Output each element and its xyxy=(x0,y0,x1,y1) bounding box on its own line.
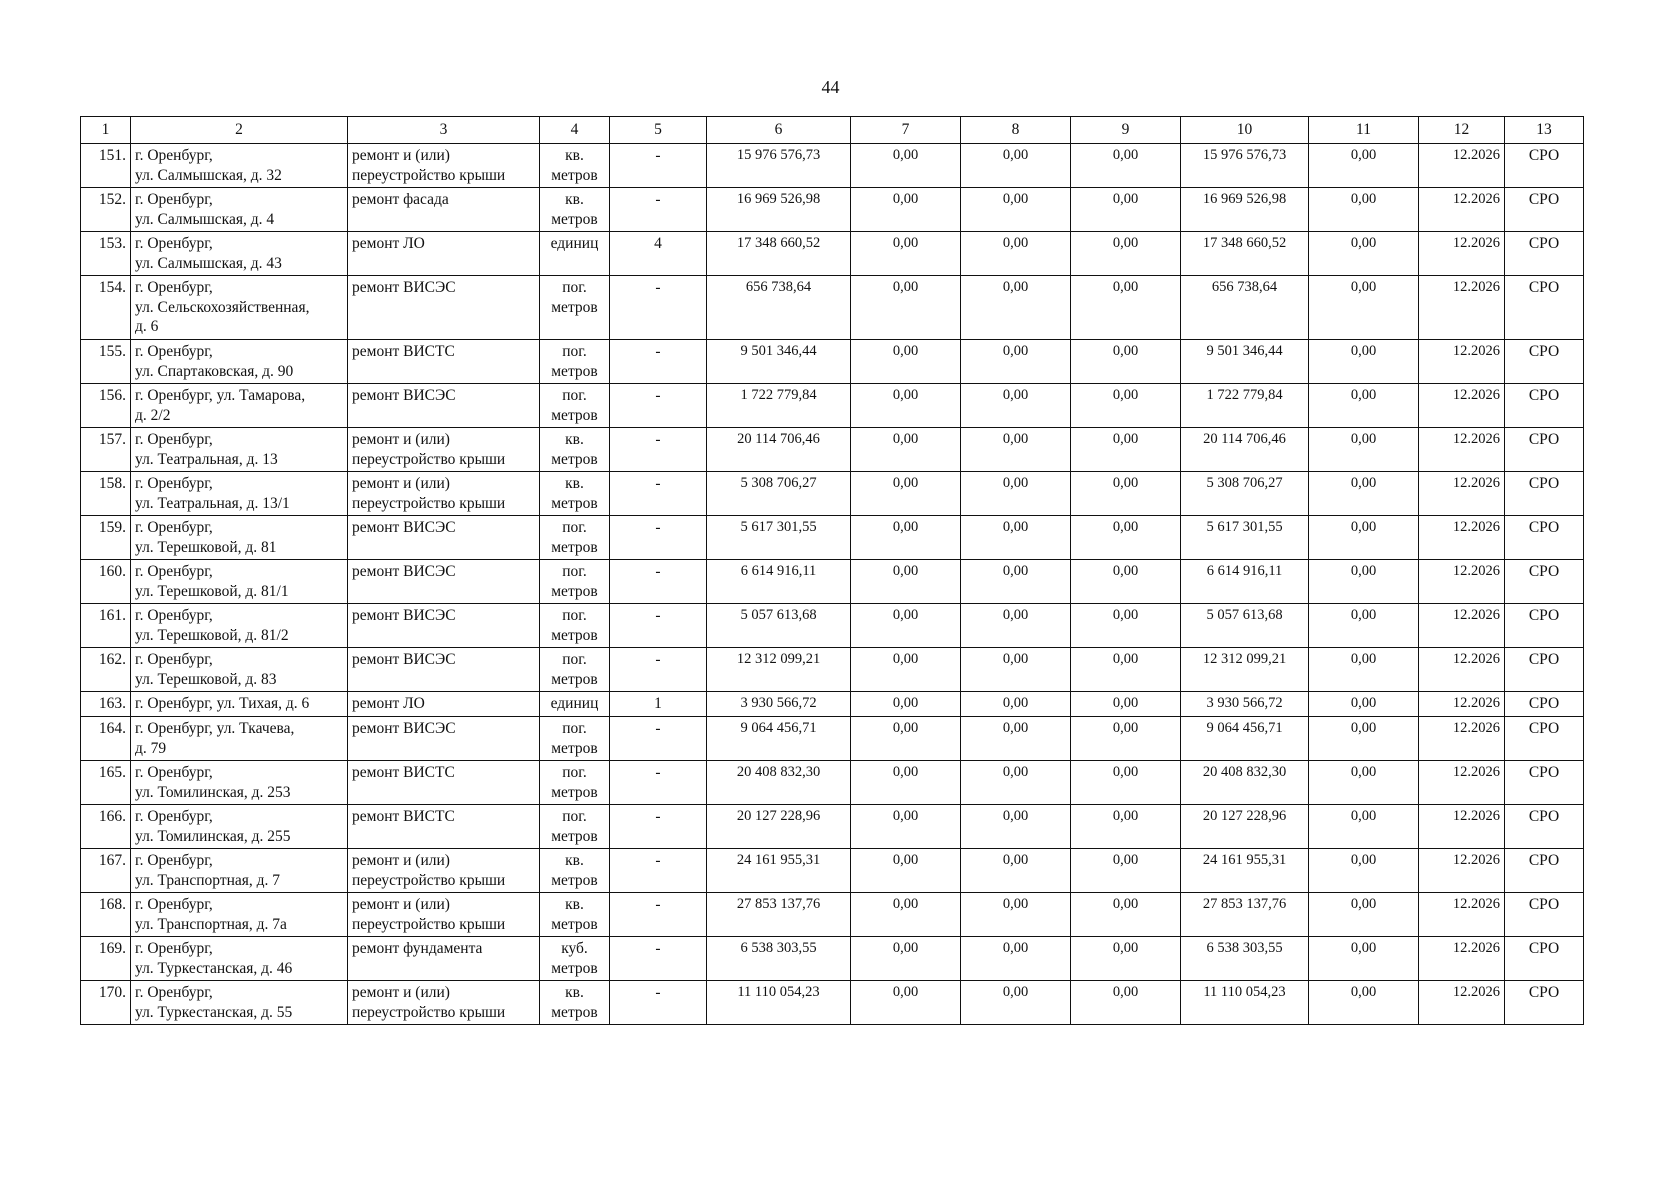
cost-cell: 0,00 xyxy=(1309,805,1419,849)
table-row xyxy=(81,761,1584,805)
deadline-cell: 12.2026 xyxy=(1419,648,1505,692)
total-cost-cell: 16 969 526,98 xyxy=(707,188,851,232)
source-cell: СРО xyxy=(1505,188,1584,232)
table-row xyxy=(81,805,1584,849)
address-cell: г. Оренбург, ул. Спартаковская, д. 90 xyxy=(131,340,348,384)
fund-cost-cell: 6 538 303,55 xyxy=(1181,937,1309,981)
cost-cell: 0,00 xyxy=(851,188,961,232)
deadline-cell: 12.2026 xyxy=(1419,849,1505,893)
source-cell: СРО xyxy=(1505,340,1584,384)
cost-cell: 0,00 xyxy=(851,805,961,849)
cost-cell: 0,00 xyxy=(961,560,1071,604)
cost-cell: 0,00 xyxy=(1071,761,1181,805)
cost-cell: 0,00 xyxy=(851,560,961,604)
deadline-cell: 12.2026 xyxy=(1419,340,1505,384)
cost-cell: 0,00 xyxy=(961,604,1071,648)
cost-cell: 0,00 xyxy=(1309,144,1419,188)
row-number-cell: 155. xyxy=(81,340,131,384)
cost-cell: 0,00 xyxy=(1071,937,1181,981)
cost-cell: 0,00 xyxy=(1071,188,1181,232)
total-cost-cell: 20 114 706,46 xyxy=(707,428,851,472)
cost-cell: 0,00 xyxy=(1071,692,1181,717)
cost-cell: 0,00 xyxy=(961,340,1071,384)
row-number-cell: 164. xyxy=(81,717,131,761)
address-cell: г. Оренбург, ул. Транспортная, д. 7 xyxy=(131,849,348,893)
work-type-cell: ремонт и (или) переустройство крыши xyxy=(348,849,540,893)
unit-cell: куб. метров xyxy=(540,937,610,981)
work-type-cell: ремонт ВИСЭС xyxy=(348,384,540,428)
deadline-cell: 12.2026 xyxy=(1419,604,1505,648)
cost-cell: 0,00 xyxy=(851,232,961,276)
source-cell: СРО xyxy=(1505,560,1584,604)
fund-cost-cell: 5 057 613,68 xyxy=(1181,604,1309,648)
cost-cell: 0,00 xyxy=(1309,648,1419,692)
quantity-cell: - xyxy=(610,188,707,232)
cost-cell: 0,00 xyxy=(851,692,961,717)
fund-cost-cell: 5 308 706,27 xyxy=(1181,472,1309,516)
unit-cell: кв. метров xyxy=(540,893,610,937)
table-row xyxy=(81,717,1584,761)
cost-cell: 0,00 xyxy=(961,648,1071,692)
unit-cell: кв. метров xyxy=(540,981,610,1025)
work-type-cell: ремонт и (или) переустройство крыши xyxy=(348,144,540,188)
source-cell: СРО xyxy=(1505,472,1584,516)
row-number-cell: 170. xyxy=(81,981,131,1025)
row-number-cell: 162. xyxy=(81,648,131,692)
unit-cell: единиц xyxy=(540,692,610,717)
total-cost-cell: 6 538 303,55 xyxy=(707,937,851,981)
cost-cell: 0,00 xyxy=(961,472,1071,516)
source-cell: СРО xyxy=(1505,144,1584,188)
deadline-cell: 12.2026 xyxy=(1419,188,1505,232)
column-header: 9 xyxy=(1071,117,1181,144)
column-header: 6 xyxy=(707,117,851,144)
total-cost-cell: 5 057 613,68 xyxy=(707,604,851,648)
fund-cost-cell: 24 161 955,31 xyxy=(1181,849,1309,893)
work-type-cell: ремонт и (или) переустройство крыши xyxy=(348,428,540,472)
address-cell: г. Оренбург, ул. Терешковой, д. 81/1 xyxy=(131,560,348,604)
column-header: 1 xyxy=(81,117,131,144)
cost-cell: 0,00 xyxy=(1071,981,1181,1025)
table-row xyxy=(81,560,1584,604)
cost-cell: 0,00 xyxy=(961,717,1071,761)
cost-cell: 0,00 xyxy=(851,761,961,805)
total-cost-cell: 15 976 576,73 xyxy=(707,144,851,188)
quantity-cell: - xyxy=(610,428,707,472)
table-row xyxy=(81,516,1584,560)
cost-cell: 0,00 xyxy=(1309,692,1419,717)
cost-cell: 0,00 xyxy=(1309,761,1419,805)
cost-cell: 0,00 xyxy=(1071,144,1181,188)
source-cell: СРО xyxy=(1505,893,1584,937)
address-cell: г. Оренбург, ул. Транспортная, д. 7а xyxy=(131,893,348,937)
work-type-cell: ремонт ВИСЭС xyxy=(348,516,540,560)
work-type-cell: ремонт и (или) переустройство крыши xyxy=(348,472,540,516)
cost-cell: 0,00 xyxy=(1071,604,1181,648)
cost-cell: 0,00 xyxy=(1309,516,1419,560)
cost-cell: 0,00 xyxy=(1309,276,1419,340)
deadline-cell: 12.2026 xyxy=(1419,805,1505,849)
quantity-cell: - xyxy=(610,604,707,648)
address-cell: г. Оренбург, ул. Тамарова, д. 2/2 xyxy=(131,384,348,428)
deadline-cell: 12.2026 xyxy=(1419,937,1505,981)
deadline-cell: 12.2026 xyxy=(1419,232,1505,276)
address-cell: г. Оренбург, ул. Томилинская, д. 255 xyxy=(131,805,348,849)
source-cell: СРО xyxy=(1505,805,1584,849)
work-type-cell: ремонт ВИСЭС xyxy=(348,560,540,604)
cost-cell: 0,00 xyxy=(851,893,961,937)
source-cell: СРО xyxy=(1505,604,1584,648)
cost-cell: 0,00 xyxy=(851,849,961,893)
cost-cell: 0,00 xyxy=(1071,805,1181,849)
unit-cell: пог. метров xyxy=(540,648,610,692)
source-cell: СРО xyxy=(1505,937,1584,981)
table-row xyxy=(81,428,1584,472)
column-header: 3 xyxy=(348,117,540,144)
quantity-cell: - xyxy=(610,560,707,604)
source-cell: СРО xyxy=(1505,232,1584,276)
row-number-cell: 165. xyxy=(81,761,131,805)
fund-cost-cell: 16 969 526,98 xyxy=(1181,188,1309,232)
cost-cell: 0,00 xyxy=(1071,516,1181,560)
quantity-cell: - xyxy=(610,276,707,340)
fund-cost-cell: 1 722 779,84 xyxy=(1181,384,1309,428)
fund-cost-cell: 11 110 054,23 xyxy=(1181,981,1309,1025)
address-cell: г. Оренбург, ул. Салмышская, д. 32 xyxy=(131,144,348,188)
unit-cell: кв. метров xyxy=(540,428,610,472)
column-header: 13 xyxy=(1505,117,1584,144)
row-number-cell: 158. xyxy=(81,472,131,516)
cost-cell: 0,00 xyxy=(961,692,1071,717)
fund-cost-cell: 20 114 706,46 xyxy=(1181,428,1309,472)
cost-cell: 0,00 xyxy=(851,717,961,761)
quantity-cell: 4 xyxy=(610,232,707,276)
cost-cell: 0,00 xyxy=(1071,340,1181,384)
deadline-cell: 12.2026 xyxy=(1419,893,1505,937)
unit-cell: кв. метров xyxy=(540,144,610,188)
quantity-cell: 1 xyxy=(610,692,707,717)
column-header: 12 xyxy=(1419,117,1505,144)
cost-cell: 0,00 xyxy=(1309,937,1419,981)
work-type-cell: ремонт ВИСЭС xyxy=(348,717,540,761)
fund-cost-cell: 9 501 346,44 xyxy=(1181,340,1309,384)
cost-cell: 0,00 xyxy=(1309,981,1419,1025)
work-type-cell: ремонт ВИСТС xyxy=(348,761,540,805)
work-type-cell: ремонт фасада xyxy=(348,188,540,232)
quantity-cell: - xyxy=(610,849,707,893)
work-type-cell: ремонт ВИСЭС xyxy=(348,648,540,692)
table-row xyxy=(81,692,1584,717)
unit-cell: пог. метров xyxy=(540,560,610,604)
fund-cost-cell: 20 127 228,96 xyxy=(1181,805,1309,849)
deadline-cell: 12.2026 xyxy=(1419,560,1505,604)
work-type-cell: ремонт ВИСЭС xyxy=(348,604,540,648)
deadline-cell: 12.2026 xyxy=(1419,717,1505,761)
row-number-cell: 154. xyxy=(81,276,131,340)
total-cost-cell: 9 501 346,44 xyxy=(707,340,851,384)
column-header: 11 xyxy=(1309,117,1419,144)
quantity-cell: - xyxy=(610,761,707,805)
cost-cell: 0,00 xyxy=(1309,232,1419,276)
work-type-cell: ремонт ЛО xyxy=(348,692,540,717)
address-cell: г. Оренбург, ул. Туркестанская, д. 55 xyxy=(131,981,348,1025)
column-header: 2 xyxy=(131,117,348,144)
cost-cell: 0,00 xyxy=(1071,428,1181,472)
total-cost-cell: 9 064 456,71 xyxy=(707,717,851,761)
quantity-cell: - xyxy=(610,648,707,692)
total-cost-cell: 17 348 660,52 xyxy=(707,232,851,276)
cost-cell: 0,00 xyxy=(961,144,1071,188)
source-cell: СРО xyxy=(1505,981,1584,1025)
cost-cell: 0,00 xyxy=(961,849,1071,893)
deadline-cell: 12.2026 xyxy=(1419,761,1505,805)
source-cell: СРО xyxy=(1505,428,1584,472)
cost-cell: 0,00 xyxy=(961,428,1071,472)
fund-cost-cell: 6 614 916,11 xyxy=(1181,560,1309,604)
cost-cell: 0,00 xyxy=(1309,384,1419,428)
column-header: 7 xyxy=(851,117,961,144)
cost-cell: 0,00 xyxy=(1071,717,1181,761)
cost-cell: 0,00 xyxy=(961,937,1071,981)
address-cell: г. Оренбург, ул. Туркестанская, д. 46 xyxy=(131,937,348,981)
column-number-row xyxy=(81,117,1584,144)
cost-cell: 0,00 xyxy=(961,981,1071,1025)
address-cell: г. Оренбург, ул. Терешковой, д. 83 xyxy=(131,648,348,692)
total-cost-cell: 656 738,64 xyxy=(707,276,851,340)
cost-cell: 0,00 xyxy=(961,276,1071,340)
column-header: 10 xyxy=(1181,117,1309,144)
table-row xyxy=(81,604,1584,648)
fund-cost-cell: 5 617 301,55 xyxy=(1181,516,1309,560)
row-number-cell: 152. xyxy=(81,188,131,232)
deadline-cell: 12.2026 xyxy=(1419,144,1505,188)
cost-cell: 0,00 xyxy=(851,604,961,648)
cost-cell: 0,00 xyxy=(1309,340,1419,384)
source-cell: СРО xyxy=(1505,648,1584,692)
work-type-cell: ремонт ВИСТС xyxy=(348,340,540,384)
table-body xyxy=(81,144,1584,1025)
cost-cell: 0,00 xyxy=(851,472,961,516)
cost-cell: 0,00 xyxy=(1071,276,1181,340)
row-number-cell: 169. xyxy=(81,937,131,981)
table-row xyxy=(81,384,1584,428)
row-number-cell: 167. xyxy=(81,849,131,893)
total-cost-cell: 3 930 566,72 xyxy=(707,692,851,717)
work-type-cell: ремонт и (или) переустройство крыши xyxy=(348,893,540,937)
cost-cell: 0,00 xyxy=(1309,428,1419,472)
column-header: 5 xyxy=(610,117,707,144)
source-cell: СРО xyxy=(1505,384,1584,428)
work-type-cell: ремонт ВИСЭС xyxy=(348,276,540,340)
work-type-cell: ремонт ВИСТС xyxy=(348,805,540,849)
cost-cell: 0,00 xyxy=(1309,893,1419,937)
table-row xyxy=(81,648,1584,692)
cost-cell: 0,00 xyxy=(961,805,1071,849)
cost-cell: 0,00 xyxy=(1309,717,1419,761)
cost-cell: 0,00 xyxy=(851,516,961,560)
row-number-cell: 156. xyxy=(81,384,131,428)
cost-cell: 0,00 xyxy=(1309,560,1419,604)
fund-cost-cell: 9 064 456,71 xyxy=(1181,717,1309,761)
fund-cost-cell: 17 348 660,52 xyxy=(1181,232,1309,276)
deadline-cell: 12.2026 xyxy=(1419,981,1505,1025)
row-number-cell: 159. xyxy=(81,516,131,560)
total-cost-cell: 5 617 301,55 xyxy=(707,516,851,560)
deadline-cell: 12.2026 xyxy=(1419,384,1505,428)
unit-cell: кв. метров xyxy=(540,472,610,516)
cost-cell: 0,00 xyxy=(851,937,961,981)
source-cell: СРО xyxy=(1505,516,1584,560)
page-number: 44 xyxy=(821,77,840,97)
cost-cell: 0,00 xyxy=(1071,849,1181,893)
cost-cell: 0,00 xyxy=(851,144,961,188)
unit-cell: пог. метров xyxy=(540,384,610,428)
fund-cost-cell: 656 738,64 xyxy=(1181,276,1309,340)
unit-cell: пог. метров xyxy=(540,516,610,560)
address-cell: г. Оренбург, ул. Терешковой, д. 81 xyxy=(131,516,348,560)
fund-cost-cell: 20 408 832,30 xyxy=(1181,761,1309,805)
unit-cell: пог. метров xyxy=(540,717,610,761)
cost-cell: 0,00 xyxy=(1309,472,1419,516)
table-row xyxy=(81,340,1584,384)
fund-cost-cell: 15 976 576,73 xyxy=(1181,144,1309,188)
table-row xyxy=(81,188,1584,232)
cost-cell: 0,00 xyxy=(851,384,961,428)
column-header: 4 xyxy=(540,117,610,144)
cost-cell: 0,00 xyxy=(851,276,961,340)
row-number-cell: 153. xyxy=(81,232,131,276)
cost-cell: 0,00 xyxy=(961,761,1071,805)
cost-cell: 0,00 xyxy=(1071,232,1181,276)
work-type-cell: ремонт и (или) переустройство крыши xyxy=(348,981,540,1025)
row-number-cell: 163. xyxy=(81,692,131,717)
cost-cell: 0,00 xyxy=(961,188,1071,232)
cost-cell: 0,00 xyxy=(1071,472,1181,516)
total-cost-cell: 27 853 137,76 xyxy=(707,893,851,937)
table-row xyxy=(81,144,1584,188)
cost-cell: 0,00 xyxy=(961,232,1071,276)
deadline-cell: 12.2026 xyxy=(1419,692,1505,717)
cost-cell: 0,00 xyxy=(851,340,961,384)
cost-cell: 0,00 xyxy=(1309,188,1419,232)
row-number-cell: 157. xyxy=(81,428,131,472)
total-cost-cell: 20 127 228,96 xyxy=(707,805,851,849)
cost-cell: 0,00 xyxy=(961,516,1071,560)
deadline-cell: 12.2026 xyxy=(1419,472,1505,516)
address-cell: г. Оренбург, ул. Сельскохозяйственная, д. 6 xyxy=(131,276,348,340)
cost-cell: 0,00 xyxy=(1309,604,1419,648)
total-cost-cell: 24 161 955,31 xyxy=(707,849,851,893)
work-type-cell: ремонт фундамента xyxy=(348,937,540,981)
row-number-cell: 160. xyxy=(81,560,131,604)
address-cell: г. Оренбург, ул. Томилинская, д. 253 xyxy=(131,761,348,805)
address-cell: г. Оренбург, ул. Театральная, д. 13 xyxy=(131,428,348,472)
cost-cell: 0,00 xyxy=(1071,384,1181,428)
quantity-cell: - xyxy=(610,893,707,937)
cost-cell: 0,00 xyxy=(1071,893,1181,937)
quantity-cell: - xyxy=(610,340,707,384)
address-cell: г. Оренбург, ул. Тихая, д. 6 xyxy=(131,692,348,717)
quantity-cell: - xyxy=(610,981,707,1025)
cost-cell: 0,00 xyxy=(851,648,961,692)
cost-cell: 0,00 xyxy=(1071,560,1181,604)
deadline-cell: 12.2026 xyxy=(1419,276,1505,340)
address-cell: г. Оренбург, ул. Салмышская, д. 43 xyxy=(131,232,348,276)
total-cost-cell: 11 110 054,23 xyxy=(707,981,851,1025)
address-cell: г. Оренбург, ул. Салмышская, д. 4 xyxy=(131,188,348,232)
source-cell: СРО xyxy=(1505,717,1584,761)
source-cell: СРО xyxy=(1505,849,1584,893)
unit-cell: пог. метров xyxy=(540,805,610,849)
fund-cost-cell: 27 853 137,76 xyxy=(1181,893,1309,937)
deadline-cell: 12.2026 xyxy=(1419,516,1505,560)
row-number-cell: 151. xyxy=(81,144,131,188)
table-row xyxy=(81,232,1584,276)
row-number-cell: 166. xyxy=(81,805,131,849)
source-cell: СРО xyxy=(1505,276,1584,340)
address-cell: г. Оренбург, ул. Ткачева, д. 79 xyxy=(131,717,348,761)
quantity-cell: - xyxy=(610,144,707,188)
fund-cost-cell: 12 312 099,21 xyxy=(1181,648,1309,692)
unit-cell: пог. метров xyxy=(540,604,610,648)
total-cost-cell: 6 614 916,11 xyxy=(707,560,851,604)
repair-registry-table xyxy=(80,116,1584,1025)
cost-cell: 0,00 xyxy=(961,384,1071,428)
cost-cell: 0,00 xyxy=(961,893,1071,937)
cost-cell: 0,00 xyxy=(1309,849,1419,893)
work-type-cell: ремонт ЛО xyxy=(348,232,540,276)
address-cell: г. Оренбург, ул. Терешковой, д. 81/2 xyxy=(131,604,348,648)
source-cell: СРО xyxy=(1505,761,1584,805)
quantity-cell: - xyxy=(610,516,707,560)
source-cell: СРО xyxy=(1505,692,1584,717)
cost-cell: 0,00 xyxy=(851,428,961,472)
unit-cell: пог. метров xyxy=(540,340,610,384)
quantity-cell: - xyxy=(610,937,707,981)
total-cost-cell: 20 408 832,30 xyxy=(707,761,851,805)
table-row xyxy=(81,849,1584,893)
address-cell: г. Оренбург, ул. Театральная, д. 13/1 xyxy=(131,472,348,516)
quantity-cell: - xyxy=(610,717,707,761)
unit-cell: кв. метров xyxy=(540,188,610,232)
row-number-cell: 161. xyxy=(81,604,131,648)
cost-cell: 0,00 xyxy=(851,981,961,1025)
unit-cell: пог. метров xyxy=(540,761,610,805)
table-row xyxy=(81,981,1584,1025)
fund-cost-cell: 3 930 566,72 xyxy=(1181,692,1309,717)
cost-cell: 0,00 xyxy=(1071,648,1181,692)
deadline-cell: 12.2026 xyxy=(1419,428,1505,472)
quantity-cell: - xyxy=(610,472,707,516)
table-row xyxy=(81,893,1584,937)
quantity-cell: - xyxy=(610,384,707,428)
total-cost-cell: 1 722 779,84 xyxy=(707,384,851,428)
table-row xyxy=(81,472,1584,516)
table-row xyxy=(81,276,1584,340)
column-header: 8 xyxy=(961,117,1071,144)
table-row xyxy=(81,937,1584,981)
unit-cell: пог. метров xyxy=(540,276,610,340)
unit-cell: кв. метров xyxy=(540,849,610,893)
quantity-cell: - xyxy=(610,805,707,849)
total-cost-cell: 12 312 099,21 xyxy=(707,648,851,692)
unit-cell: единиц xyxy=(540,232,610,276)
row-number-cell: 168. xyxy=(81,893,131,937)
total-cost-cell: 5 308 706,27 xyxy=(707,472,851,516)
